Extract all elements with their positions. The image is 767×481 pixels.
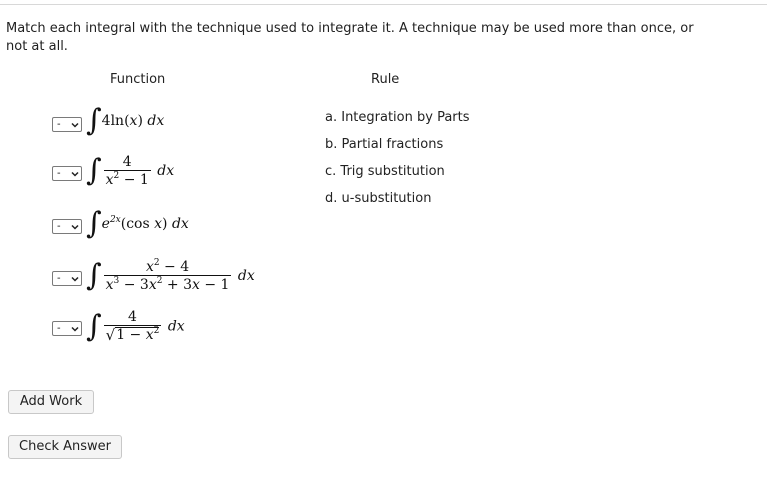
integral-sign: ∫ xyxy=(86,153,102,188)
instructions: Match each integral with the technique used to integrate it. A technique may be used more than once, or not at all. xyxy=(6,21,694,54)
rule-column-header: Rule xyxy=(371,72,400,87)
math-fn: (cos xyxy=(120,216,155,232)
exponent: 2 xyxy=(153,258,160,268)
square-root xyxy=(106,327,160,343)
chevron-down-icon xyxy=(71,121,79,129)
math-coef: 4 xyxy=(101,113,111,129)
select-value: - xyxy=(57,323,61,334)
integral-3 xyxy=(86,206,189,241)
add-work-button[interactable]: Add Work xyxy=(8,390,94,414)
chevron-down-icon xyxy=(71,170,79,178)
chevron-down-icon xyxy=(71,275,79,283)
numerator xyxy=(144,259,191,275)
answer-select-2[interactable] xyxy=(52,166,82,181)
rule-item-a: a. Integration by Parts xyxy=(325,110,470,125)
fraction xyxy=(104,154,151,188)
math-term: 1 − xyxy=(116,327,146,343)
top-divider xyxy=(0,4,767,5)
select-value: - xyxy=(57,221,61,232)
math-term: + 3 xyxy=(162,277,193,293)
denominator xyxy=(104,325,162,344)
math-term: − 4 xyxy=(159,259,190,275)
select-value: - xyxy=(57,273,61,284)
fraction xyxy=(104,309,162,344)
integral-sign: ∫ xyxy=(86,258,102,293)
integral-sign: ∫ xyxy=(86,103,102,138)
answer-select-5[interactable] xyxy=(52,321,82,336)
math-dx: dx xyxy=(147,113,165,129)
radical-sign: √ xyxy=(105,326,116,344)
integral-2 xyxy=(86,154,174,188)
denominator xyxy=(104,170,151,188)
math-term: − 1 xyxy=(119,172,149,188)
integral-sign: ∫ xyxy=(86,308,102,344)
rule-item-d: d. u-substitution xyxy=(325,191,432,206)
math-dx: dx xyxy=(157,163,175,179)
numerator: 4 xyxy=(128,309,137,325)
math-dx: dx xyxy=(167,318,185,335)
function-column-header: Function xyxy=(110,72,166,87)
math-term: − 1 xyxy=(199,277,230,293)
math-var: x xyxy=(129,113,138,129)
rule-item-b: b. Partial fractions xyxy=(325,137,444,152)
integral-1: ∫4ln(x) dx xyxy=(86,103,165,138)
select-value: - xyxy=(57,119,61,130)
math-var: x xyxy=(148,277,157,293)
math-var: x xyxy=(105,172,114,188)
rule-item-c: c. Trig substitution xyxy=(325,164,445,179)
exponent: 2 xyxy=(153,326,160,336)
exponent: 2 xyxy=(113,171,120,181)
exponent: 3 xyxy=(113,276,120,286)
math-var: x xyxy=(145,327,154,343)
math-dx: dx xyxy=(237,268,255,284)
chevron-down-icon xyxy=(71,223,79,231)
numerator: 4 xyxy=(122,154,132,170)
answer-select-1[interactable] xyxy=(52,117,82,132)
math-term: − 3 xyxy=(119,277,149,293)
exponent: 2x xyxy=(109,215,121,225)
rules-list xyxy=(325,110,470,218)
answer-select-3[interactable] xyxy=(52,219,82,234)
chevron-down-icon xyxy=(71,325,79,333)
radicand xyxy=(115,327,159,343)
answer-select-4[interactable] xyxy=(52,271,82,286)
math-var: x xyxy=(105,277,114,293)
exponent: 2 xyxy=(156,276,163,286)
math-var: x xyxy=(154,216,163,232)
integral-4 xyxy=(86,259,255,293)
select-value: - xyxy=(57,168,61,179)
check-answer-button[interactable]: Check Answer xyxy=(8,435,122,459)
math-var: x xyxy=(145,259,154,275)
math-fn: ln xyxy=(110,113,125,129)
math-var: x xyxy=(192,277,200,293)
math-dx: dx xyxy=(171,216,189,232)
denominator xyxy=(104,275,232,293)
integral-sign: ∫ xyxy=(86,206,102,241)
fraction xyxy=(104,259,232,293)
integral-5 xyxy=(86,309,185,344)
math-paren: ) xyxy=(162,216,168,232)
math-base: e xyxy=(101,216,110,232)
